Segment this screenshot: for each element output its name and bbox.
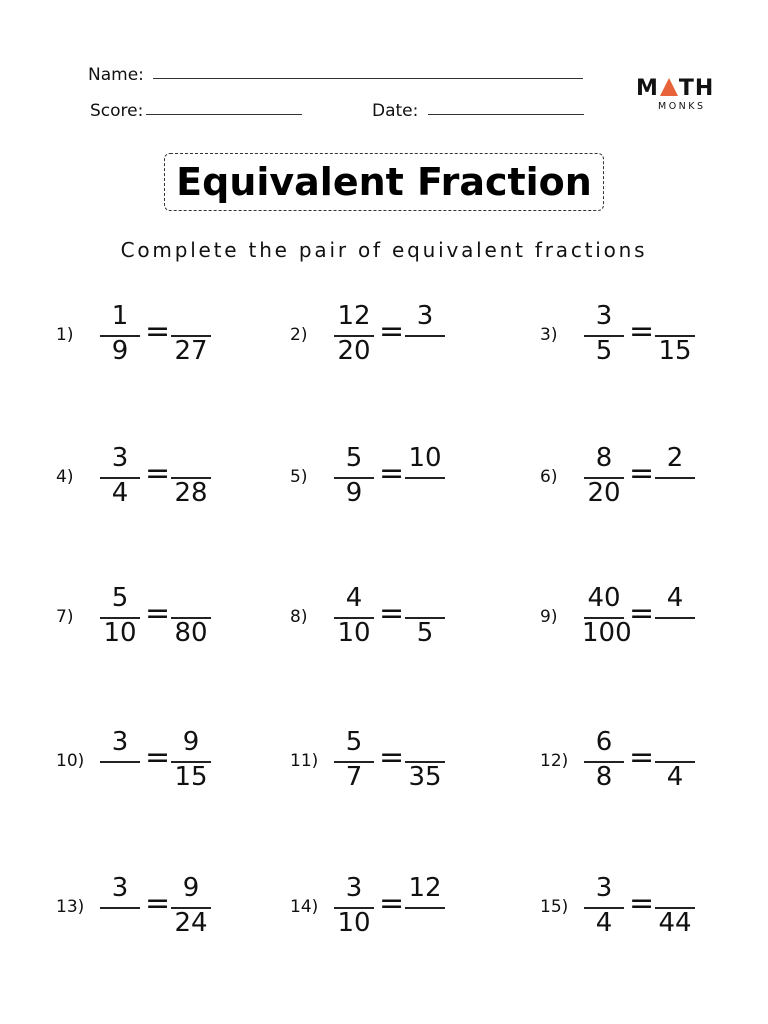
left-numerator: 5: [345, 443, 363, 473]
left-numerator: 5: [111, 583, 129, 613]
problem-number: 15): [540, 897, 569, 917]
left-fraction: [98, 300, 142, 370]
problem-number: 9): [540, 607, 558, 627]
problem-item: [56, 438, 286, 518]
problem-item: [290, 438, 520, 518]
problem-number: 11): [290, 751, 319, 771]
fraction-bar: [405, 477, 445, 479]
left-denominator: 9: [345, 478, 363, 508]
right-fraction: [169, 582, 213, 652]
math-monks-logo: [636, 76, 716, 116]
equals-sign: =: [145, 456, 171, 491]
equals-sign: =: [145, 596, 171, 631]
left-fraction: [582, 872, 626, 942]
problem-item: [540, 438, 768, 518]
right-fraction: [169, 300, 213, 370]
right-numerator: 2: [666, 443, 684, 473]
right-fraction: [653, 300, 697, 370]
equals-sign: =: [629, 886, 655, 921]
problem-number: 4): [56, 467, 74, 487]
right-numerator: 3: [416, 301, 434, 331]
problem-number: 5): [290, 467, 308, 487]
left-denominator: 20: [337, 336, 371, 366]
date-field[interactable]: [428, 114, 584, 115]
left-fraction: [582, 442, 626, 512]
left-numerator: 5: [345, 727, 363, 757]
right-denominator: 80: [174, 618, 208, 648]
instruction: Complete the pair of equivalent fractions: [120, 238, 648, 262]
left-fraction: [582, 726, 626, 796]
triangle-icon: [660, 78, 678, 96]
right-denominator: 4: [666, 762, 684, 792]
left-numerator: 8: [595, 443, 613, 473]
left-fraction: [98, 872, 142, 942]
left-numerator: 3: [345, 873, 363, 903]
fraction-bar: [405, 335, 445, 337]
equals-sign: =: [379, 886, 405, 921]
fraction-bar: [100, 761, 140, 763]
right-denominator: 35: [408, 762, 442, 792]
right-numerator: 4: [666, 583, 684, 613]
fraction-bar: [655, 617, 695, 619]
date-label: Date:: [372, 101, 419, 121]
left-numerator: 40: [587, 583, 621, 613]
right-fraction: [403, 726, 447, 796]
name-field[interactable]: [153, 78, 583, 79]
right-denominator: 28: [174, 478, 208, 508]
right-numerator: 9: [182, 873, 200, 903]
problem-number: 2): [290, 325, 308, 345]
left-numerator: 3: [111, 727, 129, 757]
fraction-bar: [405, 907, 445, 909]
problem-number: 6): [540, 467, 558, 487]
right-fraction: [403, 300, 447, 370]
right-fraction: [653, 582, 697, 652]
right-fraction: [653, 726, 697, 796]
problem-item: [540, 296, 768, 376]
logo-subtitle: MONKS: [658, 101, 706, 112]
equals-sign: =: [629, 456, 655, 491]
name-label: Name:: [88, 65, 144, 85]
left-numerator: 3: [111, 443, 129, 473]
right-denominator: 24: [174, 908, 208, 938]
left-denominator: 4: [111, 478, 129, 508]
left-numerator: 1: [111, 301, 129, 331]
problem-item: [290, 578, 520, 658]
left-fraction: [98, 442, 142, 512]
left-denominator: 4: [595, 908, 613, 938]
right-denominator: 15: [658, 336, 692, 366]
equals-sign: =: [629, 314, 655, 349]
problem-number: 1): [56, 325, 74, 345]
problem-item: [56, 722, 286, 802]
problem-number: 7): [56, 607, 74, 627]
equals-sign: =: [629, 740, 655, 775]
problem-number: 12): [540, 751, 569, 771]
equals-sign: =: [629, 596, 655, 631]
left-denominator: 7: [345, 762, 363, 792]
problem-number: 3): [540, 325, 558, 345]
fraction-bar: [655, 477, 695, 479]
equals-sign: =: [145, 740, 171, 775]
problem-number: 13): [56, 897, 85, 917]
left-fraction: [582, 300, 626, 370]
equals-sign: =: [145, 314, 171, 349]
left-fraction: [332, 582, 376, 652]
right-fraction: [653, 872, 697, 942]
page-title: Equivalent Fraction: [176, 160, 592, 204]
right-denominator: 15: [174, 762, 208, 792]
right-fraction: [169, 872, 213, 942]
problem-item: [290, 296, 520, 376]
left-numerator: 3: [111, 873, 129, 903]
equals-sign: =: [379, 314, 405, 349]
right-numerator: 12: [408, 873, 442, 903]
equals-sign: =: [145, 886, 171, 921]
problem-item: [540, 578, 768, 658]
equals-sign: =: [379, 740, 405, 775]
right-denominator: 27: [174, 336, 208, 366]
right-denominator: 5: [416, 618, 434, 648]
right-fraction: [653, 442, 697, 512]
right-numerator: 10: [408, 443, 442, 473]
score-label: Score:: [90, 101, 144, 121]
problem-item: [540, 868, 768, 948]
left-fraction: [98, 726, 142, 796]
problem-item: [540, 722, 768, 802]
score-field[interactable]: [146, 114, 302, 115]
left-denominator: 100: [582, 618, 632, 648]
right-fraction: [169, 726, 213, 796]
problem-item: [290, 722, 520, 802]
left-denominator: 8: [595, 762, 613, 792]
right-numerator: 9: [182, 727, 200, 757]
logo-wordmark: M TH: [636, 76, 715, 101]
left-numerator: 3: [595, 873, 613, 903]
right-fraction: [403, 872, 447, 942]
left-numerator: 4: [345, 583, 363, 613]
right-fraction: [403, 582, 447, 652]
equals-sign: =: [379, 596, 405, 631]
right-fraction: [169, 442, 213, 512]
left-denominator: 10: [337, 908, 371, 938]
left-fraction: [332, 442, 376, 512]
fraction-bar: [100, 907, 140, 909]
left-fraction: [332, 726, 376, 796]
problem-number: 8): [290, 607, 308, 627]
problem-item: [290, 868, 520, 948]
title-box: [164, 153, 604, 211]
left-denominator: 9: [111, 336, 129, 366]
left-numerator: 3: [595, 301, 613, 331]
left-fraction: [332, 300, 376, 370]
problem-number: 10): [56, 751, 85, 771]
left-numerator: 6: [595, 727, 613, 757]
left-fraction: [98, 582, 142, 652]
left-fraction: [582, 582, 632, 652]
problem-item: [56, 296, 286, 376]
left-denominator: 10: [103, 618, 137, 648]
right-denominator: 44: [658, 908, 692, 938]
left-fraction: [332, 872, 376, 942]
left-denominator: 5: [595, 336, 613, 366]
left-denominator: 20: [587, 478, 621, 508]
left-numerator: 12: [337, 301, 371, 331]
problem-number: 14): [290, 897, 319, 917]
equals-sign: =: [379, 456, 405, 491]
problem-item: [56, 578, 286, 658]
problem-item: [56, 868, 286, 948]
left-denominator: 10: [337, 618, 371, 648]
right-fraction: [403, 442, 447, 512]
